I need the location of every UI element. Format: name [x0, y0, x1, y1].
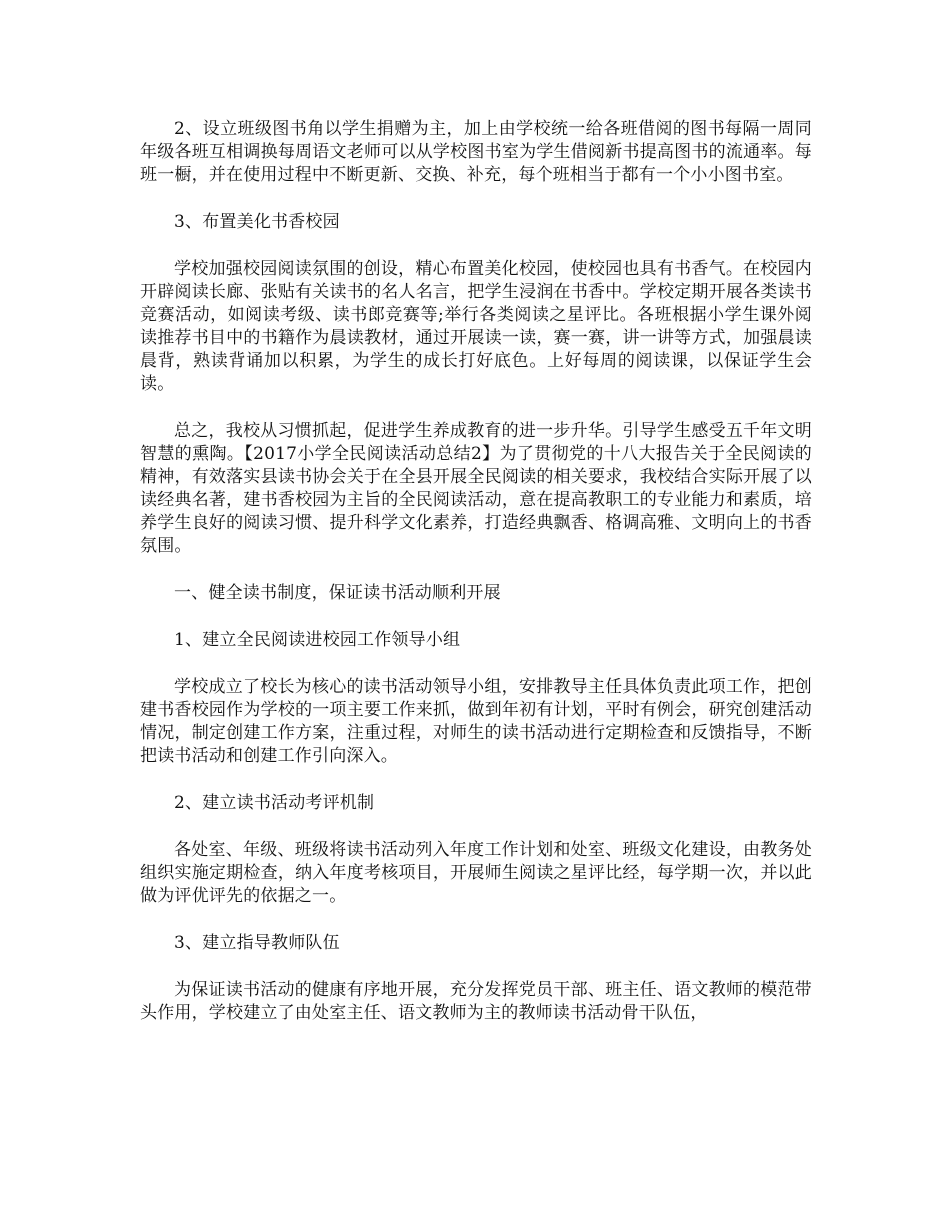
paragraph-summary: 总之，我校从习惯抓起，促进学生养成教育的进一步升华。引导学生感受五千年文明智慧的熏陶。【2017小学全民阅读活动总结2】为了贯彻党的十八大报告关于全民阅读的精神，有效落实县读书协会关于在全县开展全民阅读的相关要求，我校结合实际开展了以读经典名著，建书香校园为主旨的全民阅读活动，意在提高教职工的专业能力和素质，培养学生良好的阅读习惯、提升科学文化素养，打造经典飘香、格调高雅、文明向上的书香氛围。 [140, 421, 812, 556]
paragraph-campus-atmosphere: 学校加强校园阅读氛围的创设，精心布置美化校园，使校园也具有书香气。在校园内开辟阅读长廊、张贴有关读书的名人名言，把学生浸润在书香中。学校定期开展各类读书竞赛活动，如阅读考级、读书郎竞赛等;举行各类阅读之星评比。各班根据小学生课外阅读推荐书目中的书籍作为晨读教材，通过开展读一读，赛一赛，讲一讲等方式，加强晨读晨背，熟读背诵加以积累，为学生的成长打好底色。上好每周的阅读课，以保证学生会读。 [140, 259, 812, 394]
document-body [140, 118, 812, 1049]
paragraph-class-book-corner: 2、设立班级图书角以学生捐赠为主，加上由学校统一给各班借阅的图书每隔一周同年级各班互相调换每周语文老师可以从学校图书室为学生借阅新书提高图书的流通率。每班一橱，并在使用过程中不断更新、交换、补充，每个班相当于都有一个小小图书室。 [140, 119, 812, 185]
heading-reading-system: 一、健全读书制度，保证读书活动顺利开展 [174, 583, 501, 603]
paragraph-evaluation-mechanism: 各处室、年级、班级将读书活动列入年度工作计划和处室、班级文化建设，由教务处组织实施定期检查，纳入年度考核项目，开展师生阅读之星评比经，每学期一次，并以此做为评优评先的依据之一。 [140, 840, 812, 906]
heading-leadership-group: 1、建立全民阅读进校园工作领导小组 [174, 630, 461, 650]
paragraph-leadership-group: 学校成立了校长为核心的读书活动领导小组，安排教导主任具体负责此项工作，把创建书香校园作为学校的一项主要工作来抓，做到年初有计划，平时有例会，研究创建活动情况，制定创建工作方案，注重过程，对师生的读书活动进行定期检查和反馈指导，不断把读书活动和创建工作引向深入。 [140, 677, 812, 766]
heading-decorate-campus: 3、布置美化书香校园 [174, 212, 340, 232]
paragraph-teacher-team: 为保证读书活动的健康有序地开展，充分发挥党员干部、班主任、语文教师的模范带头作用，学校建立了由处室主任、语文教师为主的教师读书活动骨干队伍， [140, 980, 812, 1023]
heading-evaluation-mechanism: 2、建立读书活动考评机制 [174, 793, 375, 813]
heading-teacher-team: 3、建立指导教师队伍 [174, 933, 340, 953]
